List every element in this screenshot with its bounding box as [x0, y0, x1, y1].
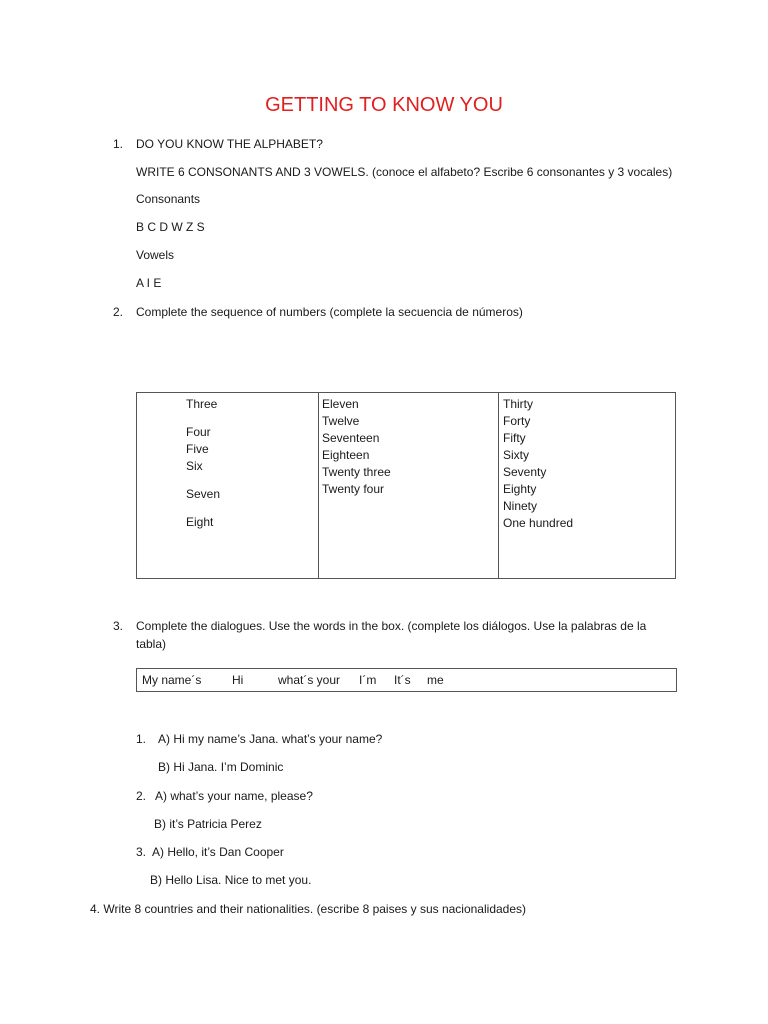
table-cell: Twelve	[322, 414, 360, 428]
table-cell: Eight	[186, 515, 214, 529]
dialogue-number: 3.	[136, 845, 147, 859]
table-cell: Fifty	[503, 431, 526, 445]
dialogue-line-b: B) it’s Patricia Perez	[154, 817, 262, 831]
word-box	[136, 668, 677, 692]
word-box-item: me	[427, 673, 444, 687]
vowels-label: Vowels	[136, 248, 175, 262]
table-cell: Six	[186, 459, 203, 473]
table-cell: Ninety	[503, 499, 538, 513]
word-box-item: Hi	[232, 673, 244, 687]
dialogue-line-a: A) what’s your name, please?	[155, 789, 313, 803]
table-cell: Eighteen	[322, 448, 370, 462]
table-cell: Sixty	[503, 448, 530, 462]
q4-heading: 4. Write 8 countries and their nationalities. (escribe 8 paises y sus nacionalidades)	[90, 902, 527, 916]
table-cell: Eighty	[503, 482, 537, 496]
dialogue-line-b: B) Hi Jana. I’m Dominic	[158, 760, 284, 774]
word-box-item: It´s	[394, 673, 411, 687]
dialogue-number: 1.	[136, 732, 147, 746]
vowels-answer: A I E	[136, 276, 162, 290]
table-cell: Seven	[186, 487, 221, 501]
q1-number: 1.	[113, 137, 124, 151]
table-cell: Twenty three	[322, 465, 391, 479]
q3-number: 3.	[113, 619, 124, 633]
table-cell: Three	[186, 397, 218, 411]
q1-heading: DO YOU KNOW THE ALPHABET?	[136, 137, 323, 151]
table-divider	[498, 393, 499, 578]
table-cell: Five	[186, 442, 209, 456]
dialogue-line-a: A) Hi my name’s Jana. what’s your name?	[158, 732, 383, 746]
word-box-item: I´m	[359, 673, 377, 687]
dialogue-line-a: A) Hello, it’s Dan Cooper	[152, 845, 284, 859]
q3-heading-line2: tabla)	[136, 637, 167, 651]
consonants-label: Consonants	[136, 192, 201, 206]
table-cell: Thirty	[503, 397, 533, 411]
consonants-answer: B C D W Z S	[136, 220, 205, 234]
dialogue-line-b: B) Hello Lisa. Nice to met you.	[150, 873, 312, 887]
q2-heading: Complete the sequence of numbers (complete la secuencia de números)	[136, 305, 523, 319]
word-box-item: My name´s	[142, 673, 202, 687]
table-cell: Seventy	[503, 465, 547, 479]
q3-heading-line1: Complete the dialogues. Use the words in the box. (complete los diálogos. Use la palabras de la	[136, 619, 647, 633]
table-cell: Seventeen	[322, 431, 380, 445]
dialogue-number: 2.	[136, 789, 147, 803]
table-cell: One hundred	[503, 516, 574, 530]
table-divider	[318, 393, 319, 578]
word-box-item: what´s your	[278, 673, 341, 687]
q1-instruction: WRITE 6 CONSONANTS AND 3 VOWELS. (conoce el alfabeto? Escribe 6 consonantes y 3 vocales)	[136, 165, 673, 179]
q2-number: 2.	[113, 305, 124, 319]
number-sequence-table	[136, 392, 676, 579]
page-title: GETTING TO KNOW YOU	[265, 94, 503, 116]
table-cell: Four	[186, 425, 211, 439]
table-cell: Twenty four	[322, 482, 385, 496]
table-cell: Eleven	[322, 397, 359, 411]
table-cell: Forty	[503, 414, 531, 428]
